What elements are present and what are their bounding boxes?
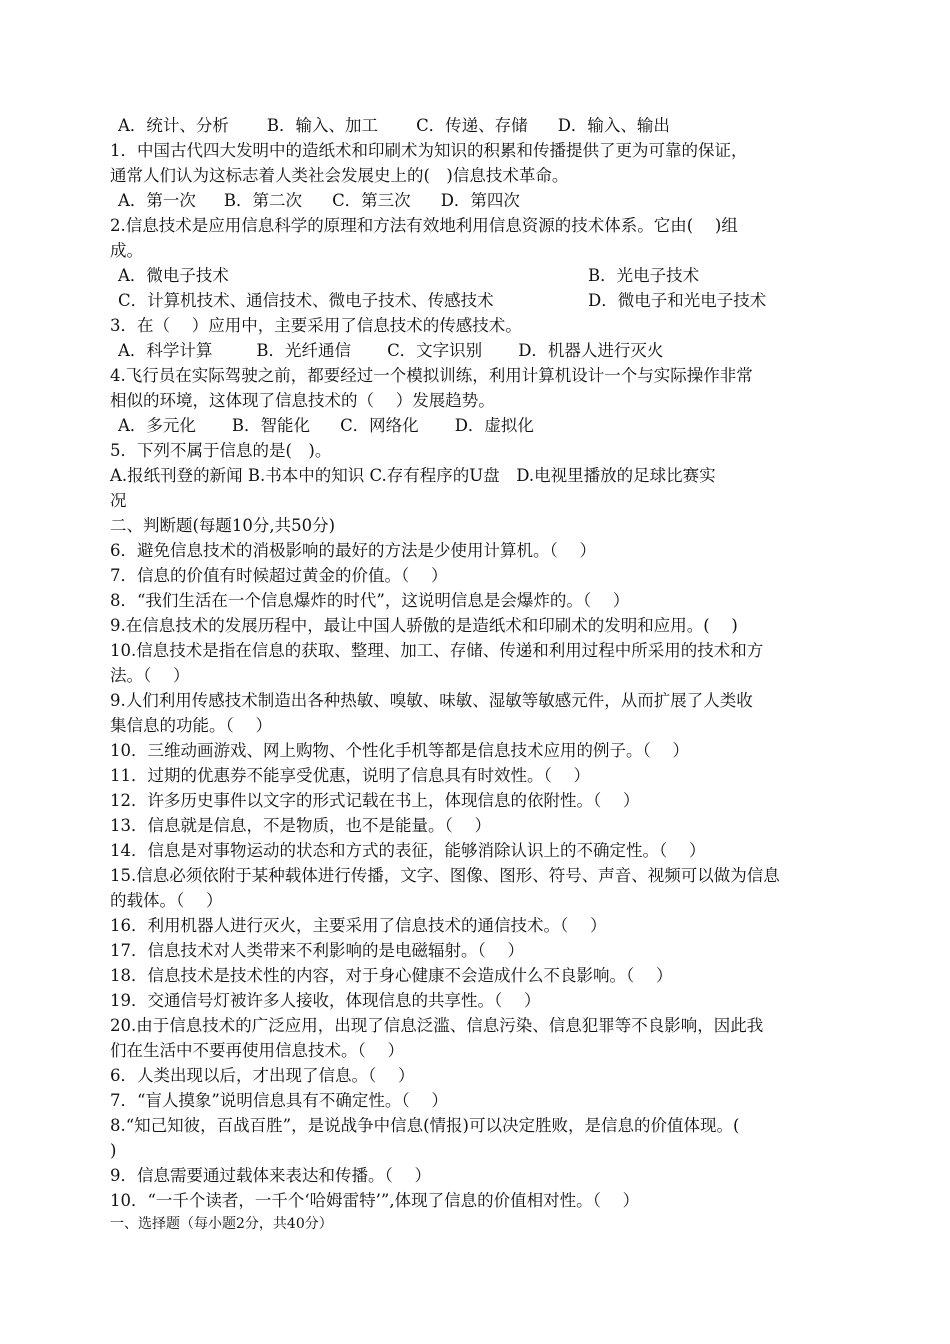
text-line: 二、判断题(每题10分,共50分) — [110, 516, 336, 535]
option-item: B．光纤通信 — [256, 341, 352, 360]
text-line: 况 — [110, 491, 127, 510]
option-item: C．传递、存储 — [416, 116, 528, 135]
option-row — [110, 288, 845, 313]
option-item: A．微电子技术 — [118, 266, 229, 285]
option-item: D．机器人进行灭火 — [518, 341, 664, 360]
option-row — [110, 338, 845, 363]
text-line: 们在生活中不要再使用信息技术。（ ） — [110, 1041, 404, 1060]
text-line: 13．信息就是信息，不是物质，也不是能量。（ ） — [110, 816, 491, 835]
option-item: B．智能化 — [231, 416, 311, 435]
option-item: C．文字识别 — [387, 341, 483, 360]
text-line: 9.在信息技术的发展历程中，最让中国人骄傲的是造纸术和印刷术的发明和应用。( ) — [110, 616, 738, 635]
option-item: B．光电子技术 — [588, 266, 700, 285]
option-item: C．网络化 — [340, 416, 419, 435]
option-item: A．第一次 — [118, 191, 196, 210]
text-line: A.报纸刊登的新闻 B.书本中的知识 C.存有程序的U盘 D.电视里播放的足球比赛实 — [110, 466, 716, 485]
text-line: 7．信息的价值有时候超过黄金的价值。（ ） — [110, 566, 448, 585]
text-line: 16．利用机器人进行灭火，主要采用了信息技术的通信技术。（ ） — [110, 916, 607, 935]
option-item: A．科学计算 — [118, 341, 213, 360]
text-line: 通常人们认为这标志着人类社会发展史上的( )信息技术革命。 — [110, 166, 569, 185]
section-heading: 一、选择题（每小题2分，共40分） — [110, 1216, 333, 1232]
text-line: 9．信息需要通过载体来表达和传播。（ ） — [110, 1166, 431, 1185]
text-line: 19．交通信号灯被许多人接收，体现信息的共享性。（ ） — [110, 991, 541, 1010]
text-line: 7．“盲人摸象”说明信息具有不确定性。（ ） — [110, 1091, 448, 1110]
option-item: D．第四次 — [440, 191, 520, 210]
option-item: B．第二次 — [223, 191, 303, 210]
option-item: D．微电子和光电子技术 — [588, 291, 767, 310]
option-item: D．虚拟化 — [454, 416, 534, 435]
text-line: 10．“一千个读者，一千个‘哈姆雷特’”,体现了信息的价值相对性。（ ） — [110, 1191, 640, 1210]
text-line: 6．避免信息技术的消极影响的最好的方法是少使用计算机。（ ） — [110, 541, 596, 560]
text-line: 的载体。（ ） — [110, 891, 223, 910]
text-line: 6．人类出现以后，才出现了信息。（ ） — [110, 1066, 415, 1085]
text-line: 集信息的功能。（ ） — [110, 716, 272, 735]
text-line: 9.人们利用传感技术制造出各种热敏、嗅敏、味敏、湿敏等敏感元件，从而扩展了人类收 — [110, 691, 753, 710]
text-line: 4.飞行员在实际驾驶之前，都要经过一个模拟训练，利用计算机设计一个与实际操作非常 — [110, 366, 753, 385]
text-line: 3．在（ ）应用中，主要采用了信息技术的传感技术。 — [110, 316, 522, 335]
document-body — [110, 113, 845, 1235]
option-item: A．多元化 — [118, 416, 196, 435]
text-line: 17．信息技术对人类带来不利影响的是电磁辐射。（ ） — [110, 941, 524, 960]
text-line: 8．“我们生活在一个信息爆炸的时代”，这说明信息是会爆炸的。（ ） — [110, 591, 630, 610]
text-line: 成。 — [110, 241, 143, 260]
option-row — [110, 263, 845, 288]
option-item: D．输入、输出 — [557, 116, 670, 135]
text-line: 5．下列不属于信息的是( )。 — [110, 441, 332, 460]
text-line: 20.由于信息技术的广泛应用，出现了信息泛滥、信息污染、信息犯罪等不良影响，因此我 — [110, 1016, 764, 1035]
text-line: 法。（ ） — [110, 666, 190, 685]
text-line: 10.信息技术是指在信息的获取、整理、加工、存储、传递和利用过程中所采用的技术和方 — [110, 641, 764, 660]
text-line: 14．信息是对事物运动的状态和方式的表征，能够消除认识上的不确定性。（ ） — [110, 841, 706, 860]
text-line: 2.信息技术是应用信息科学的原理和方法有效地利用信息资源的技术体系。它由( )组 — [110, 216, 738, 235]
text-line: ) — [110, 1141, 117, 1160]
option-item: B．输入、加工 — [266, 116, 379, 135]
text-line: 11．过期的优惠券不能享受优惠，说明了信息具有时效性。（ ） — [110, 766, 590, 785]
text-line: 相似的环境，这体现了信息技术的（ ）发展趋势。 — [110, 391, 495, 410]
option-item: A．统计、分析 — [118, 116, 229, 135]
option-row — [110, 413, 845, 438]
text-line: 15.信息必须依附于某种载体进行传播，文字、图像、图形、符号、声音、视频可以做为信息 — [110, 866, 780, 885]
option-item: C．计算机技术、通信技术、微电子技术、传感技术 — [118, 291, 494, 310]
option-item: C．第三次 — [332, 191, 411, 210]
text-line: 8.“知己知彼，百战百胜”，是说战争中信息(情报)可以决定胜败，是信息的价值体现。( — [110, 1116, 740, 1135]
option-row — [110, 188, 845, 213]
option-row — [110, 113, 845, 138]
text-line: 18．信息技术是技术性的内容，对于身心健康不会造成什么不良影响。（ ） — [110, 966, 673, 985]
text-line: 10．三维动画游戏、网上购物、个性化手机等都是信息技术应用的例子。（ ） — [110, 741, 689, 760]
text-line: 12．许多历史事件以文字的形式记载在书上，体现信息的依附性。（ ） — [110, 791, 640, 810]
text-line: 1．中国古代四大发明中的造纸术和印刷术为知识的积累和传播提供了更为可靠的保证， — [110, 141, 748, 160]
